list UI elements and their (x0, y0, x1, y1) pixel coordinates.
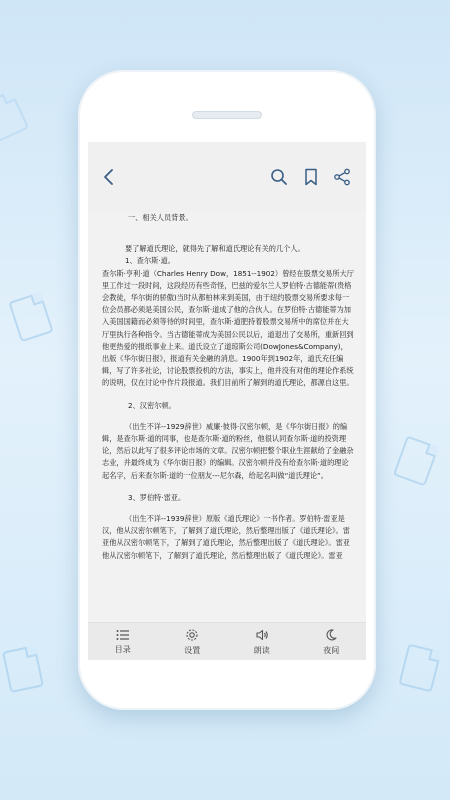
subsection-heading: 1、查尔斯·道。 (125, 256, 175, 266)
speaker-icon (255, 628, 269, 642)
phone-frame (78, 70, 376, 710)
tab-read-aloud[interactable] (237, 628, 287, 656)
paragraph: 要了解道氏理论，就得先了解和道氏理论有关的几个人。 (125, 244, 305, 254)
phone-screen (88, 142, 366, 660)
background-document-icon (0, 90, 29, 142)
tab-night-mode[interactable] (306, 628, 356, 656)
share-icon[interactable] (329, 164, 355, 190)
background-document-icon (398, 644, 441, 693)
paragraph: （出生不详--1929辞世）威廉·彼得·汉密尔顿，是《华尔街日报》的编辑，是查尔斯·道的同事，也是查尔斯·道的粉丝，他很认同查尔斯·道的投资理论，然后以此写了很多评论市场的文章。汉密尔顿把整个职业生涯献给了金融杂志业，并最终成为《华尔街日报》的编辑。汉密尔顿并没有给查尔斯·道的理论起名字，后来查尔斯·道的一位朋友---尼尔森，给起名叫做“道氏理论”。 (102, 421, 354, 480)
section-heading: 一、相关人员背景。 (128, 213, 193, 222)
tab-read-aloud-label: 朗读 (253, 646, 270, 655)
background-document-icon (8, 292, 53, 342)
background-document-icon (393, 435, 439, 486)
tab-night-mode-label: 夜间 (323, 646, 340, 655)
paragraph: 查尔斯·亨利·道（Charles Henry Dow，1851--1902）曾经在股票交易所大厅里工作过一段时间，这段经历有些奇怪，巴兹的爱尔兰人罗伯特·古德能蒂(贵格会教徒，华尔街的骄傲)当时从都柏林来到美国，由于纽约股票交易所要求每一位会员都必须是美国公民，查尔斯·道成了他的合伙人。在罗伯特·古德能蒂为加入美国国籍而必须等待的时间里，查尔斯·道肥持着股票交易所中的席位并在大厅里执行各种指令。当古德能蒂成为美国公民以后，道退出了交易所，重新回到他更热爱的报纸事业上来。道氏设立了道琼斯公司(DowJones&Company)，出版《华尔街日报》，报道有关金融的消息。1900年到1902年，道氏充任编辑，写了许多社论，讨论股票投机的方法，事实上，他并没有对他的理论作系统的说明，仅在讨论中作片段报道。我们目前所了解到的道氏理论，都源自这里。 (102, 268, 354, 388)
reader-top-bar (88, 142, 366, 212)
paragraph: （出生不详--1939辞世）原版《道氏理论》一书作者。罗伯特·雷亚是汉，他从汉密尔顿笔下，了解到了道氏理论，然后整理出版了《道氏理论》。雷亚他从汉密尔顿笔下，了解到了道氏理论，然后整理出版了《道氏理论》。雷亚他从汉密尔顿笔下，了解到了道氏理论，然后整理出版了《道氏理论》。雷亚 (102, 514, 350, 560)
gear-icon (185, 628, 199, 642)
tab-contents-label: 目录 (114, 645, 131, 654)
subsection-heading: 3、罗伯特·雷亚。 (128, 492, 186, 502)
phone-speaker (192, 111, 262, 119)
reader-content (88, 212, 366, 622)
background-document-icon (2, 645, 44, 693)
search-icon[interactable] (266, 164, 292, 190)
tab-settings-label: 设置 (184, 646, 201, 655)
moon-icon (324, 628, 338, 642)
tab-contents[interactable] (98, 629, 148, 655)
bookmark-icon[interactable] (298, 164, 324, 190)
subsection-heading: 2、汉密尔顿。 (128, 400, 176, 410)
back-icon[interactable] (96, 164, 122, 190)
reader-bottom-bar (88, 622, 366, 660)
tab-settings[interactable] (167, 628, 217, 656)
list-icon (116, 629, 130, 641)
